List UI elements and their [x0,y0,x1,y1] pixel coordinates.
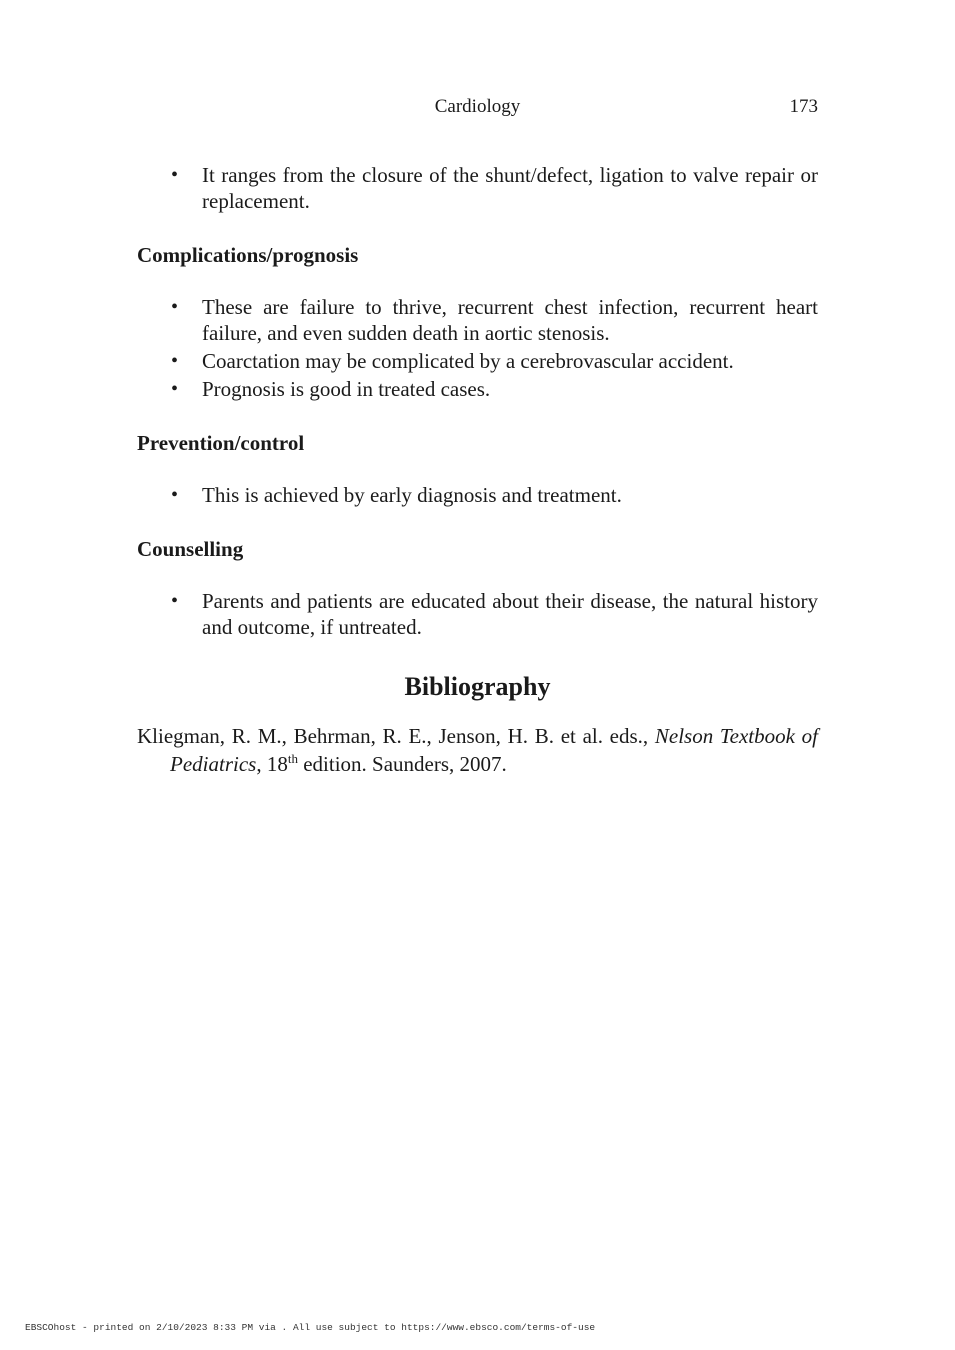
list-item-text: These are failure to thrive, recurrent chest infection, recurrent heart failure, and even sudden death in aortic stenosis. [202,295,818,345]
list-item [137,348,818,374]
list-item-text: Parents and patients are educated about their disease, the natural history and outcome, if untreated. [202,589,818,639]
bullet-list [137,294,818,402]
page-number: 173 [789,96,818,117]
reference-edition-number: , 18 [256,752,288,776]
list-item-text: Prognosis is good in treated cases. [202,377,491,401]
list-item [137,376,818,402]
reference-title: Nelson Textbook of Pediatrics [170,724,818,776]
list-item [137,588,818,640]
bibliography-heading: Bibliography [404,672,551,701]
bullet-icon: • [171,296,179,318]
bullet-icon: • [171,484,179,506]
bullet-icon: • [171,590,179,612]
bullet-list [137,482,818,508]
list-item-text: This is achieved by early diagnosis and treatment. [202,483,622,507]
section-counselling [137,536,818,640]
running-header [137,96,818,122]
list-item [137,294,818,346]
print-footer: EBSCOhost - printed on 2/10/2023 8:33 PM via . All use subject to https://www.ebsco.com/terms-of-use [25,1322,596,1333]
list-item-text: Coarctation may be complicated by a cerebrovascular accident. [202,349,734,373]
running-title: Cardiology [434,96,521,117]
reference-edition-ordinal: th [287,751,298,766]
reference-authors: Kliegman, R. M., Behrman, R. E., Jenson, H. B. et al. eds., [137,724,649,748]
section-heading: Complications/prognosis [137,243,359,267]
bullet-icon: • [171,350,179,372]
bullet-list [137,588,818,640]
list-item-text: It ranges from the closure of the shunt/defect, ligation to valve repair or replacement. [202,163,818,213]
reference-edition-rest: edition. Saunders, 2007. [297,752,507,776]
section-complications [137,242,818,402]
list-item [137,482,818,508]
list-item [137,162,818,214]
page-body [137,162,818,778]
section-heading: Counselling [137,537,244,561]
bullet-icon: • [171,164,179,186]
section-prevention [137,430,818,508]
section-heading: Prevention/control [137,431,305,455]
intro-bullet-list [137,162,818,214]
bibliography-reference [137,722,818,778]
bullet-icon: • [171,378,179,400]
